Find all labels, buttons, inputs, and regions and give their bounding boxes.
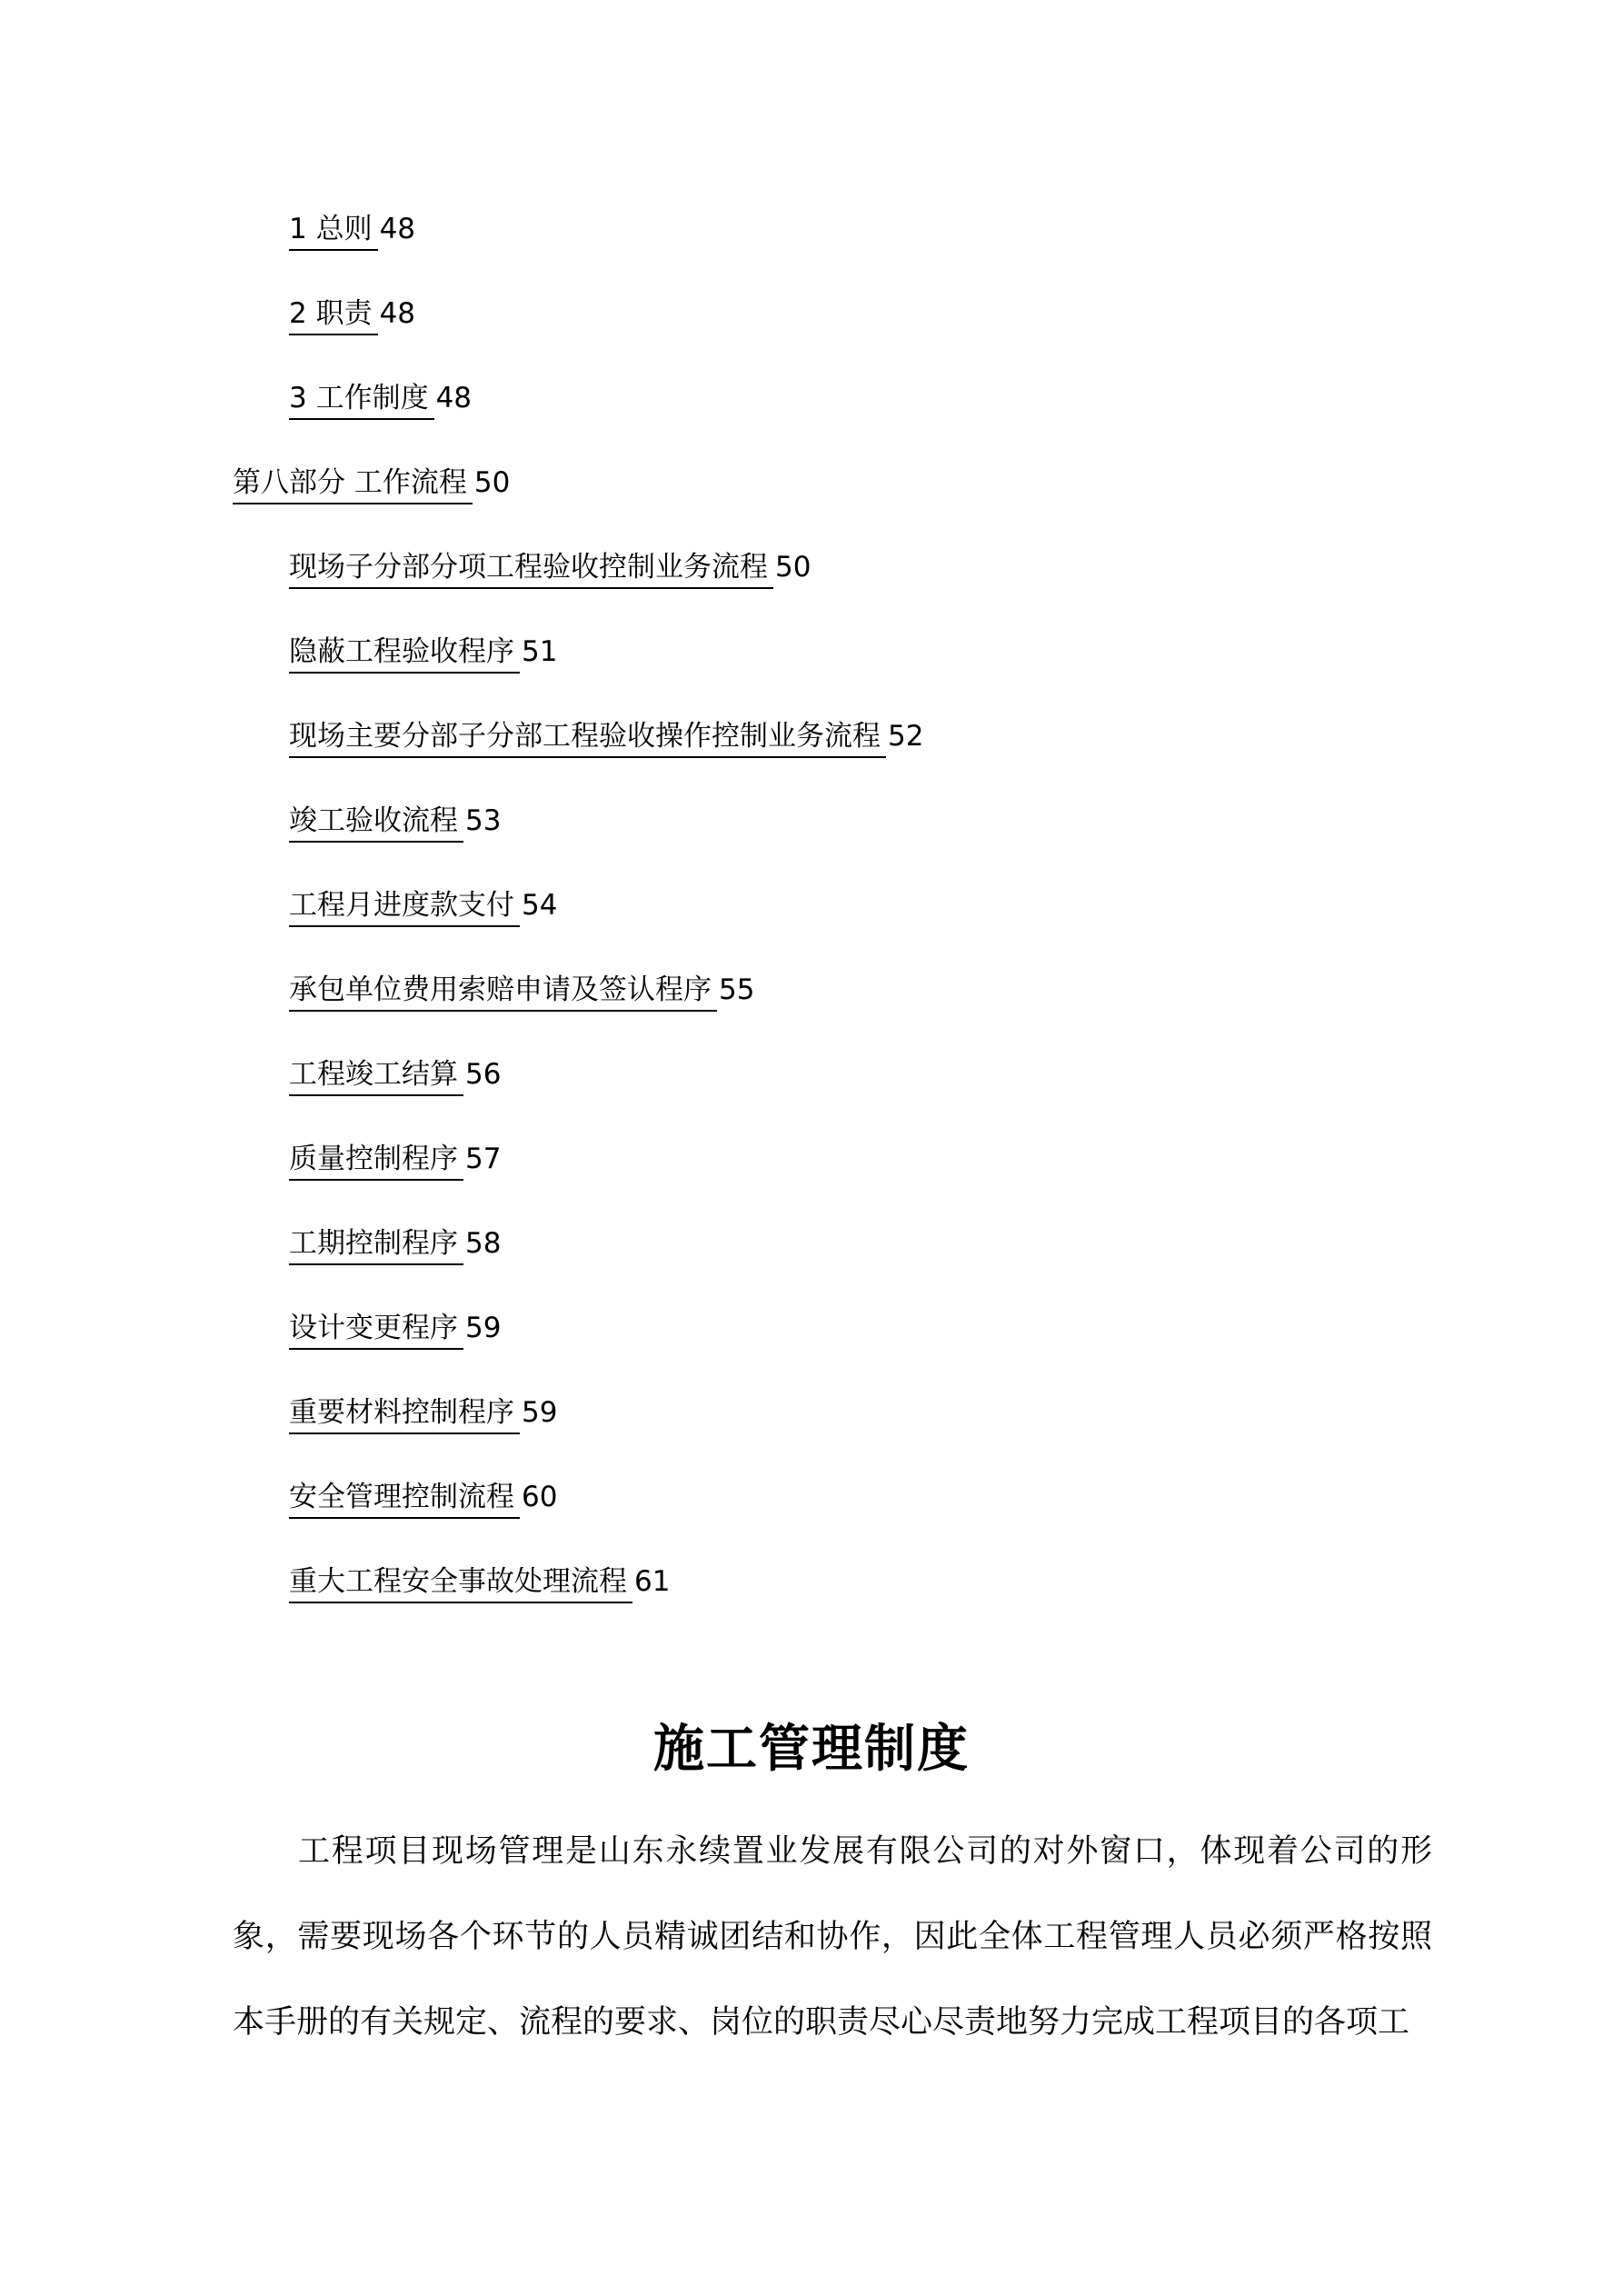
toc-entry[interactable] bbox=[289, 1137, 501, 1181]
toc-entry-page: 59 bbox=[522, 1396, 558, 1429]
toc-entry-label[interactable]: 重大工程安全事故处理流程 bbox=[289, 1562, 632, 1603]
toc-entry-page: 48 bbox=[379, 297, 416, 330]
toc-entry-page: 48 bbox=[379, 213, 416, 245]
toc-entry-page: 61 bbox=[634, 1565, 671, 1598]
toc-entry[interactable] bbox=[289, 1053, 501, 1096]
toc-entry-page: 59 bbox=[465, 1312, 502, 1344]
toc-entry[interactable] bbox=[289, 545, 811, 589]
section-title: 施工管理制度 bbox=[653, 1720, 970, 1779]
toc-entry-label[interactable]: 现场子分部分项工程验收控制业务流程 bbox=[289, 547, 773, 589]
toc-entry-label[interactable]: 工程月进度款支付 bbox=[289, 885, 520, 927]
toc-entry-label[interactable]: 工期控制程序 bbox=[289, 1223, 463, 1265]
toc-entry-work-rules[interactable] bbox=[289, 376, 472, 420]
toc-entry-page: 50 bbox=[775, 551, 812, 584]
toc-entry[interactable] bbox=[289, 1306, 501, 1350]
toc-entry-page: 55 bbox=[719, 973, 755, 1006]
toc-entry-label[interactable]: 第八部分 工作流程 bbox=[233, 463, 473, 504]
toc-entry[interactable] bbox=[289, 968, 754, 1012]
toc-entry-page: 52 bbox=[888, 720, 924, 753]
toc-entry[interactable] bbox=[289, 883, 557, 927]
toc-entry[interactable] bbox=[289, 630, 557, 674]
toc-entry[interactable] bbox=[289, 1391, 557, 1434]
toc-entry-label[interactable]: 1 总则 bbox=[289, 209, 378, 251]
toc-entry[interactable] bbox=[289, 1560, 670, 1603]
body-paragraph: 工程项目现场管理是山东永续置业发展有限公司的对外窗口，体现着公司的形象，需要现场各个环节的人员精诚团结和协作，因此全体工程管理人员必须严格按照本手册的有关规定、流程的要求、岗位的职责尽心尽责地努力完成工程项目的各项工 bbox=[233, 1833, 1432, 2041]
toc-entry-page: 51 bbox=[522, 635, 558, 668]
toc-entry-label[interactable]: 重要材料控制程序 bbox=[289, 1393, 520, 1434]
toc-entry-page: 56 bbox=[465, 1058, 502, 1091]
toc-entry[interactable] bbox=[289, 1475, 557, 1519]
toc-entry-label[interactable]: 2 职责 bbox=[289, 294, 378, 335]
toc-entry-general[interactable] bbox=[289, 207, 415, 251]
toc-entry-label[interactable]: 承包单位费用索赔申请及签认程序 bbox=[289, 970, 717, 1012]
toc-entry-label[interactable]: 3 工作制度 bbox=[289, 378, 434, 420]
toc-entry-label[interactable]: 设计变更程序 bbox=[289, 1308, 463, 1350]
toc-entry-page: 48 bbox=[435, 382, 473, 414]
toc-entry-page: 54 bbox=[522, 889, 558, 922]
toc-entry-page: 60 bbox=[522, 1481, 558, 1513]
toc-entry[interactable] bbox=[289, 1222, 501, 1265]
toc-entry-label[interactable]: 隐蔽工程验收程序 bbox=[289, 632, 520, 674]
toc-entry[interactable] bbox=[289, 714, 923, 758]
toc-entry-part-eight[interactable] bbox=[233, 461, 510, 504]
toc-entry-label[interactable]: 竣工验收流程 bbox=[289, 801, 463, 843]
toc-entry-page: 57 bbox=[465, 1143, 502, 1175]
toc-entry-label[interactable]: 安全管理控制流程 bbox=[289, 1477, 520, 1519]
toc-entry-page: 53 bbox=[465, 804, 502, 837]
toc-entry-duties[interactable] bbox=[289, 292, 415, 335]
toc-entry-label[interactable]: 质量控制程序 bbox=[289, 1139, 463, 1181]
toc-entry-page: 58 bbox=[465, 1227, 502, 1260]
toc-entry-label[interactable]: 工程竣工结算 bbox=[289, 1054, 463, 1096]
toc-entry-page: 50 bbox=[473, 466, 511, 499]
toc-entry-label[interactable]: 现场主要分部子分部工程验收操作控制业务流程 bbox=[289, 716, 886, 758]
toc-entry[interactable] bbox=[289, 799, 501, 843]
